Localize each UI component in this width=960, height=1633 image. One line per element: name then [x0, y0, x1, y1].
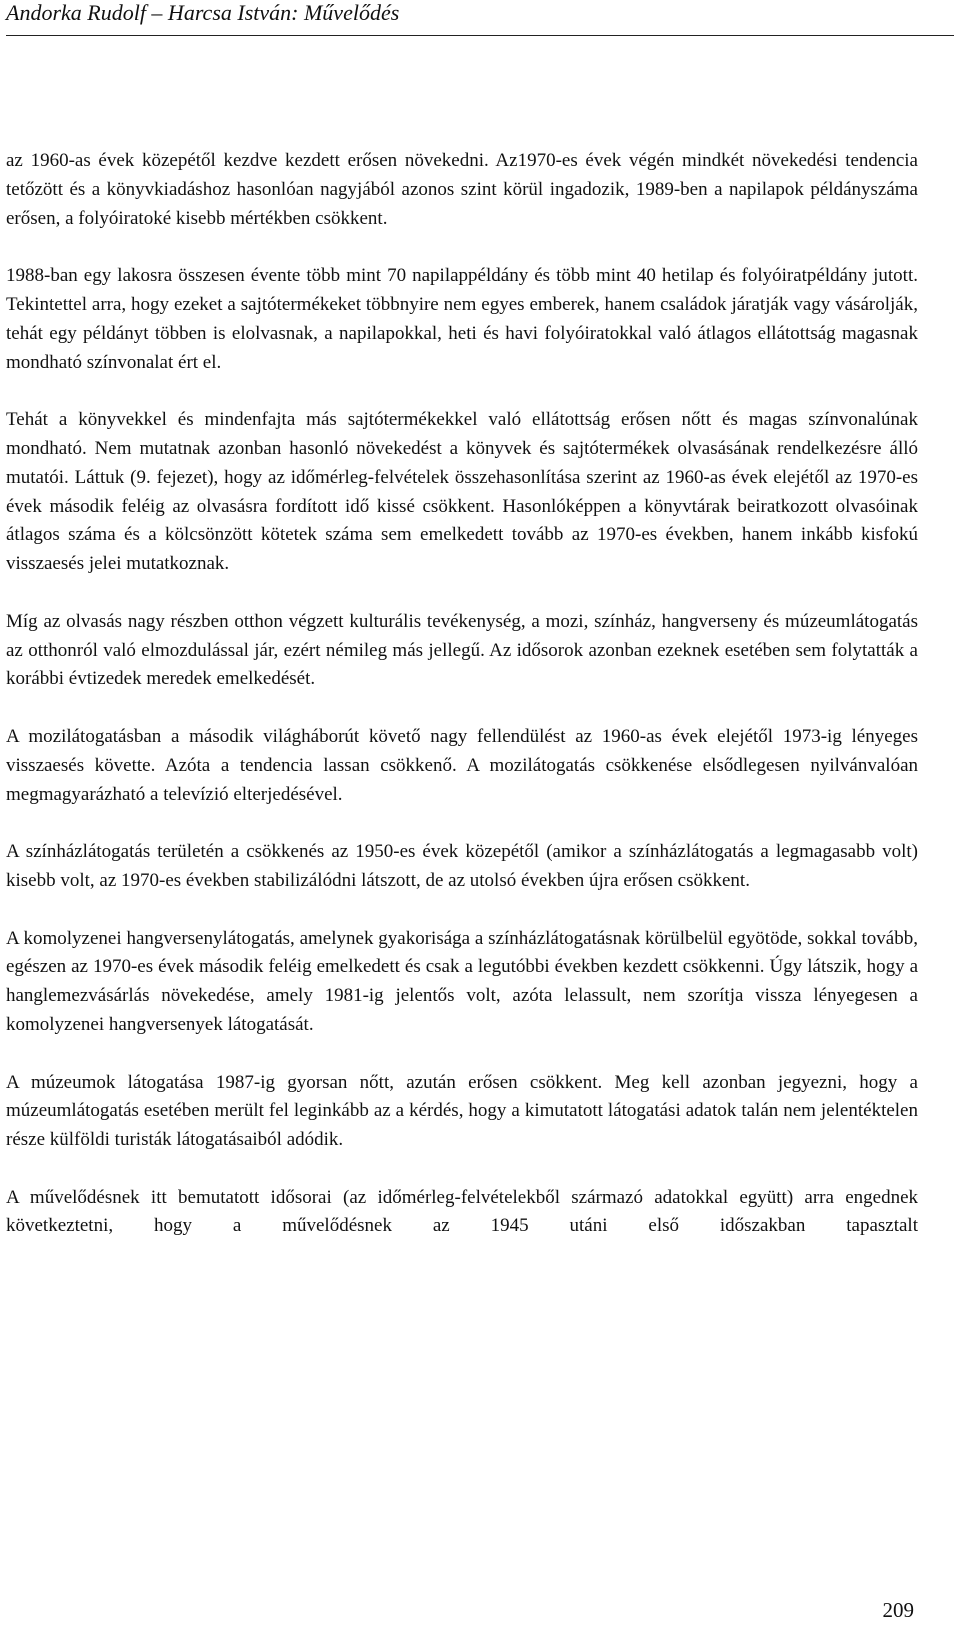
body-text: [6, 147, 918, 1241]
header-divider: [6, 35, 954, 36]
paragraph: Míg az olvasás nagy részben otthon végzett kulturális tevékenység, a mozi, színház, hangverseny és múzeumlátogatás az otthonról való elmozdulással jár, ezért némileg más jellegű. Az idősorok azonban ezeknek esetében sem folytatták a korábbi évtizedek meredek emelkedését.: [6, 610, 918, 690]
paragraph: Tehát a könyvekkel és mindenfajta más sajtótermékekkel való ellátottság erősen nőtt és magas színvonalúnak mondható. Nem mutatnak azonban hasonló növekedést a könyvek és sajtótermékek olvasásának rendelkezésre álló mutatói. Láttuk (9. fejezet), hogy az időmérleg-felvételek összehasonlítása szerint az 1960-as évek elejétől az 1970-es évek második feléig az olvasásra fordított idő kissé csökkent. Hasonlóképpen a könyvtárak beiratkozott olvasóinak átlagos száma és a kölcsönzött kötetek száma sem emelkedett tovább az 1970-es években, hanem inkább kisfokú visszaesés jelei mutatkoznak.: [6, 409, 918, 575]
paragraph: 1988-ban egy lakosra összesen évente több mint 70 napilappéldány és több mint 40 hetilap és folyóiratpéldány jutott. Tekintettel arra, hogy ezeket a sajtótermékeket többnyire nem egyes emberek, hanem családok járatják vagy vásárolják, tehát egy példányt többen is elolvasnak, a napilapokkal, heti és havi folyóiratokkal való átlagos ellátottság magasnak mondható színvonalat ért el.: [6, 265, 918, 373]
page-number: 209: [882, 1598, 914, 1622]
paragraph: A mozilátogatásban a második világháborút követő nagy fellendülést az 1960-as évek elejétől 1973-ig lényeges visszaesés követte. Azóta a tendencia lassan csökkenő. A mozilátogatás csökkenése elsődlegesen nyilvánvalóan megmagyarázható a televízió elterjedésével.: [6, 725, 918, 805]
paragraph: az 1960-as évek közepétől kezdve kezdett erősen növekedni. Az1970-es évek végén mindkét növekedési tendencia tetőzött és a könyvkiadáshoz hasonlóan nagyjából azonos szint körül ingadozik, 1989-ben a napilapok példányszáma erősen, a folyóiratoké kisebb mértékben csökkent.: [6, 150, 918, 229]
paragraph: A múzeumok látogatása 1987-ig gyorsan nőtt, azután erősen csökkent. Meg kell azonban jegyezni, hogy a múzeumlátogatás esetében merült fel leginkább az a kérdés, hogy a kimutatott látogatási adatok talán nem jelentéktelen része külföldi turisták látogatásaiból adódik.: [6, 1071, 918, 1151]
paragraph: A komolyzenei hangversenylátogatás, amelynek gyakorisága a színházlátogatásnak körülbelül egyötöde, sokkal tovább, egészen az 1970-es évek második feléig emelkedett és csak a legutóbbi években kezdett csökkenni. Úgy látszik, hogy a hanglemezvásárlás növekedése, amely 1981-ig jelentős volt, azóta lelassult, nem szorítja vissza lényegesen a komolyzenei hangversenyek látogatását.: [6, 927, 918, 1035]
paragraph: A művelődésnek itt bemutatott idősorai (az időmérleg-felvételekből származó adatokkal együtt) arra engednek következtetni, hogy a művelődésnek az 1945 utáni első időszakban tapasztalt: [6, 1186, 918, 1237]
paragraph: A színházlátogatás területén a csökkenés az 1950-es évek közepétől (amikor a színházlátogatás a legmagasabb volt) kisebb volt, az 1970-es években stabilizálódni látszott, de az utolsó években újra erősen csökkent.: [6, 841, 918, 891]
running-header: Andorka Rudolf – Harcsa István: Művelődés: [6, 0, 400, 25]
